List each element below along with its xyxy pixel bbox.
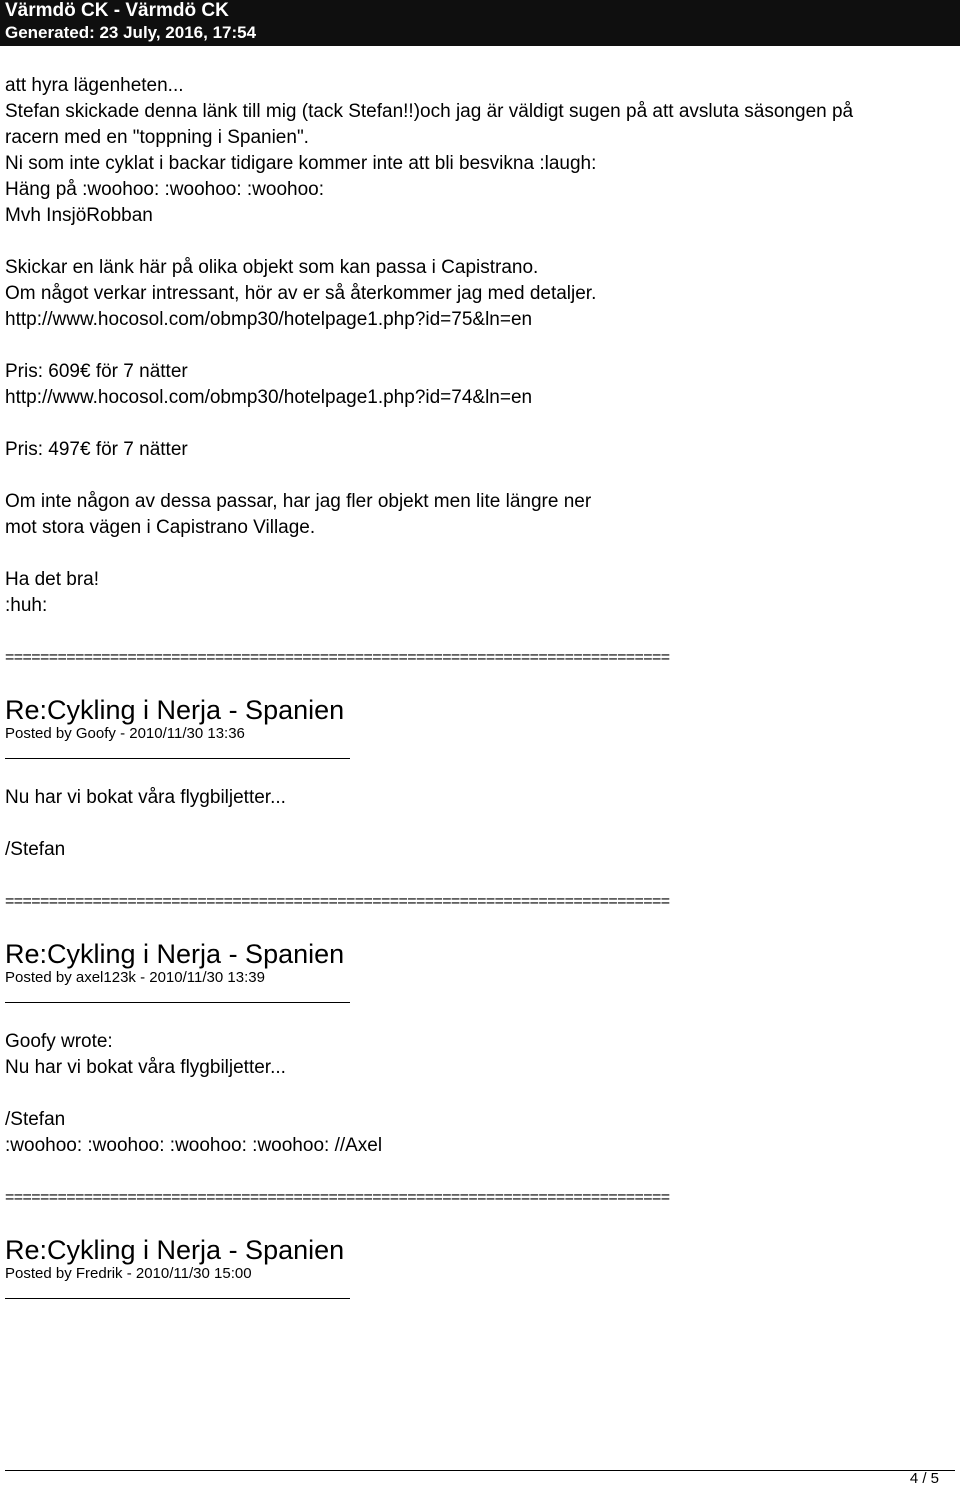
text-line: Om något verkar intressant, hör av er så återkommer jag med detaljer. — [5, 283, 597, 304]
post-separator: ============================================================================ — [5, 649, 670, 666]
text-line: Mvh InsjöRobban — [5, 205, 153, 226]
post-body-line: /Stefan — [5, 839, 66, 860]
post-rule — [5, 758, 350, 759]
post-meta: Posted by Goofy - 2010/11/30 13:36 — [5, 725, 245, 742]
site-title: Värmdö CK - Värmdö CK — [5, 0, 229, 21]
text-line: Om inte någon av dessa passar, har jag fler objekt men lite längre ner — [5, 491, 592, 512]
post-body-line: Nu har vi bokat våra flygbiljetter... — [5, 787, 286, 808]
post-separator: ============================================================================ — [5, 893, 670, 910]
text-line: racern med en "toppning i Spanien". — [5, 127, 309, 148]
closing-line: Ha det bra! — [5, 569, 99, 590]
quote-header: Goofy wrote: — [5, 1031, 113, 1052]
generated-date: Generated: 23 July, 2016, 17:54 — [5, 23, 257, 42]
text-line: Skickar en länk här på olika objekt som kan passa i Capistrano. — [5, 257, 539, 278]
quote-line: /Stefan — [5, 1109, 66, 1130]
hotel-link-2: http://www.hocosol.com/obmp30/hotelpage1.php?id=74&ln=en — [5, 387, 533, 408]
post-separator: ============================================================================ — [5, 1189, 670, 1206]
post-reply: :woohoo: :woohoo: :woohoo: :woohoo: //Axel — [5, 1135, 383, 1156]
smiley-text: :huh: — [5, 595, 48, 616]
post-rule — [5, 1002, 350, 1003]
text-line: Häng på :woohoo: :woohoo: :woohoo: — [5, 179, 325, 200]
quote-line: Nu har vi bokat våra flygbiljetter... — [5, 1057, 286, 1078]
page-number: 4 / 5 — [909, 1470, 939, 1487]
price-2: Pris: 497€ för 7 nätter — [5, 439, 188, 460]
post-title: Re:Cykling i Nerja - Spanien — [5, 939, 345, 969]
text-line: att hyra lägenheten... — [5, 75, 184, 96]
price-1: Pris: 609€ för 7 nätter — [5, 361, 188, 382]
post-rule — [5, 1298, 350, 1299]
document-header — [0, 0, 960, 46]
text-line: Ni som inte cyklat i backar tidigare kommer inte att bli besvikna :laugh: — [5, 153, 597, 174]
text-line: mot stora vägen i Capistrano Village. — [5, 517, 316, 538]
document-body — [5, 73, 955, 1325]
post-title: Re:Cykling i Nerja - Spanien — [5, 695, 345, 725]
post-title: Re:Cykling i Nerja - Spanien — [5, 1235, 345, 1265]
hotel-link-1: http://www.hocosol.com/obmp30/hotelpage1.php?id=75&ln=en — [5, 309, 533, 330]
post-meta: Posted by Fredrik - 2010/11/30 15:00 — [5, 1265, 252, 1282]
text-line: Stefan skickade denna länk till mig (tack Stefan!!)och jag är väldigt sugen på att avsluta säsongen på — [5, 101, 854, 122]
footer-rule — [5, 1470, 955, 1471]
post-meta: Posted by axel123k - 2010/11/30 13:39 — [5, 969, 265, 986]
